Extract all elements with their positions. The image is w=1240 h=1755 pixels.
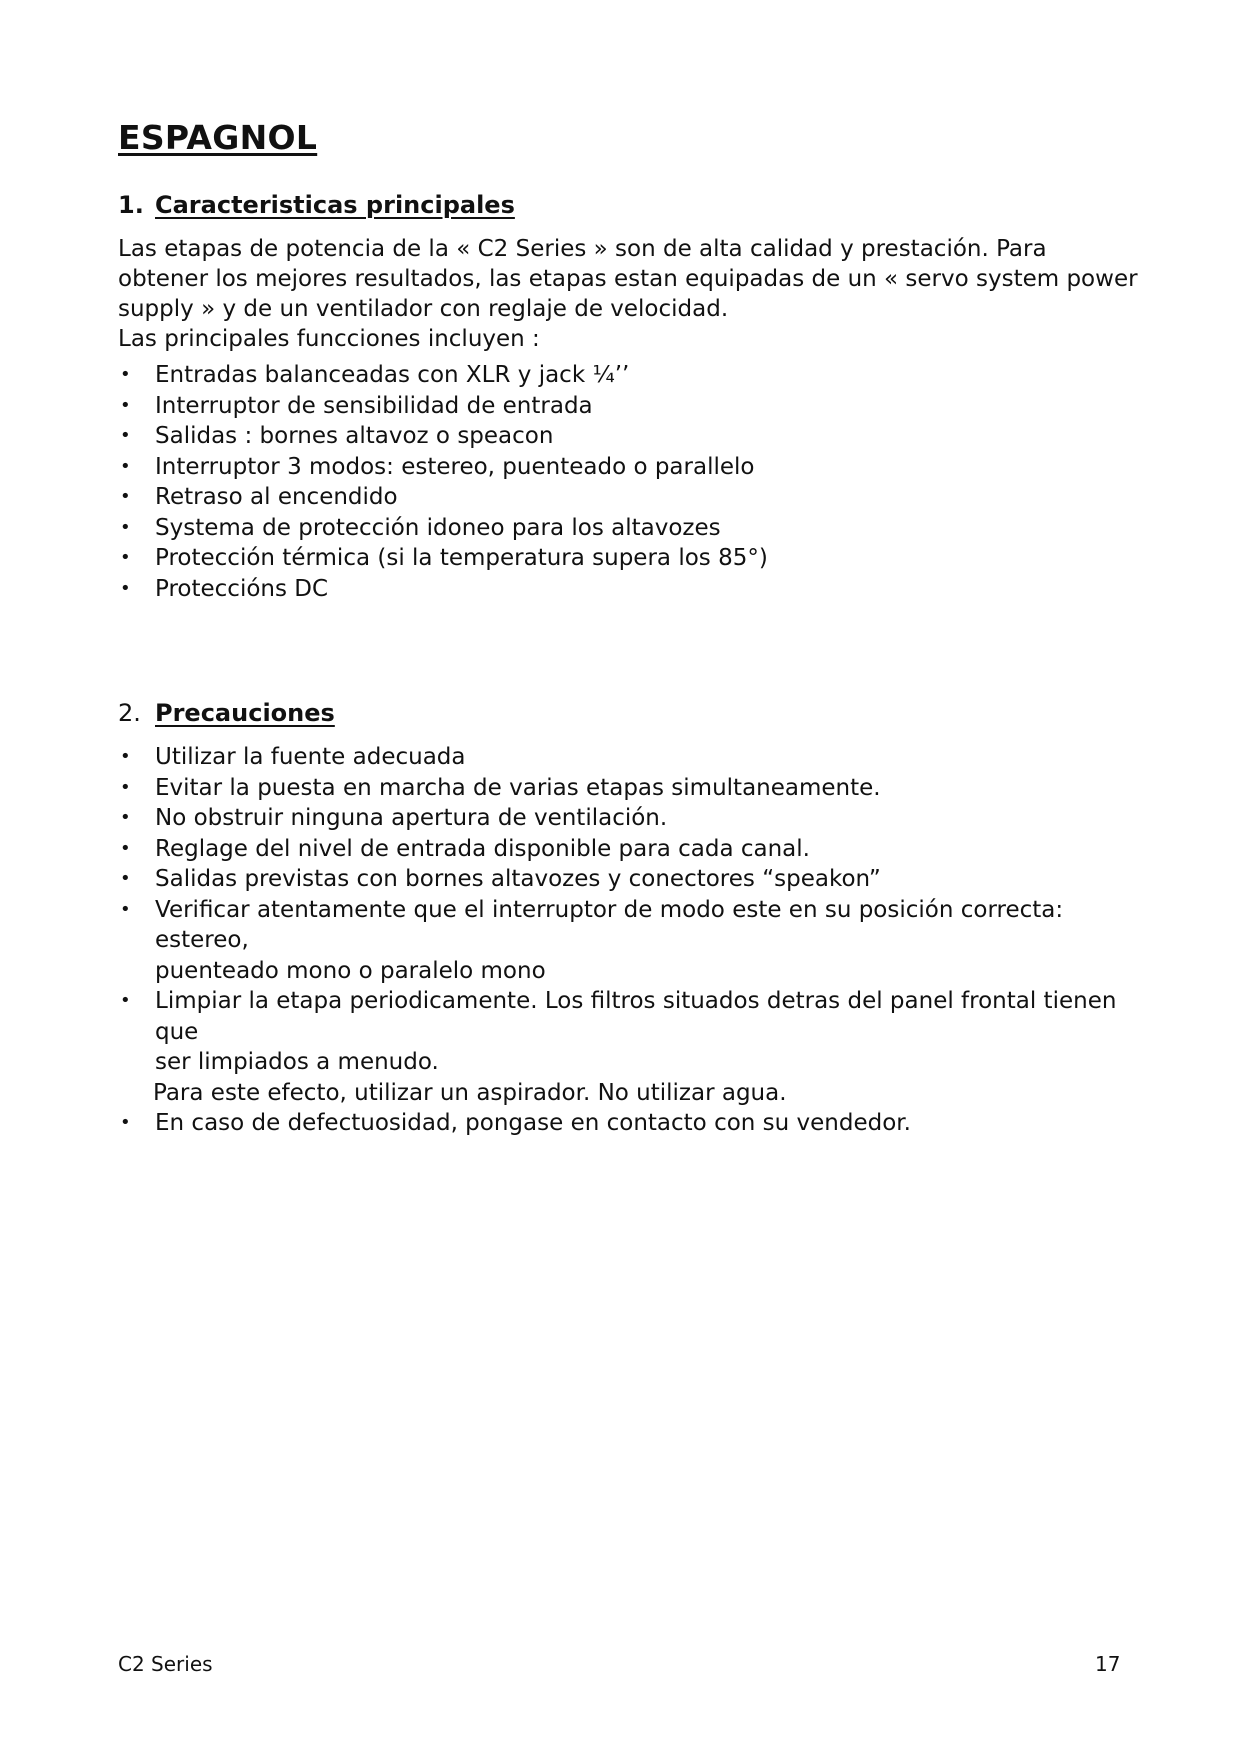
precautions-list-end (118, 1108, 1138, 1139)
list-item-text: Evitar la puesta en marcha de varias etapas simultaneamente. (155, 774, 881, 801)
list-item (118, 1108, 1138, 1139)
bullet-icon: • (120, 486, 131, 507)
list-item-text: Protección térmica (si la temperatura supera los 85°) (155, 545, 768, 571)
bullet-icon: • (120, 837, 131, 859)
list-item-text: No obstruir ninguna apertura de ventilación. (155, 805, 668, 831)
list-item-text: Systema de protección idoneo para los altavozes (155, 514, 721, 541)
list-item-text: Interruptor de sensibilidad de entrada (155, 392, 593, 419)
list-item (118, 452, 1138, 483)
bullet-icon: • (120, 394, 131, 416)
bullet-icon: • (120, 990, 131, 1011)
list-item-text: Salidas : bornes altavoz o speacon (155, 423, 554, 449)
section-number: 1. (118, 191, 144, 219)
bullet-icon: • (120, 776, 131, 798)
list-item (118, 742, 1138, 773)
bullet-icon: • (120, 868, 131, 889)
list-item-text: Verificar atentamente que el interruptor de modo este en su posición correcta: estereo, puenteado mono o paralelo mono (155, 896, 1064, 984)
list-item (118, 482, 1138, 513)
list-item (118, 895, 1138, 987)
precautions-list (118, 742, 1138, 1078)
list-item-text: En caso de defectuosidad, pongase en contacto con su vendedor. (155, 1110, 911, 1136)
list-item-text: Proteccións DC (155, 575, 329, 602)
bullet-icon: • (120, 425, 131, 446)
bullet-icon: • (120, 807, 131, 828)
bullet-icon: • (120, 898, 131, 920)
bullet-icon: • (120, 455, 131, 477)
section-heading (118, 696, 1138, 730)
bullet-icon: • (120, 746, 131, 767)
section-heading-text: Caracteristicas principales (155, 191, 515, 219)
list-item (118, 803, 1138, 834)
section-heading (118, 188, 1138, 222)
intro-paragraph-line: Las principales funcciones incluyen : (118, 326, 540, 352)
section-precautions (118, 696, 1138, 1139)
bullet-icon: • (120, 364, 131, 385)
list-item-text: Entradas balanceadas con XLR y jack ¼’’ (155, 362, 630, 388)
intro-paragraph: Las etapas de potencia de la « C2 Series » son de alta calidad y prestación. Para obtener los mejores resultados, las etapas estan equipadas de un « servo system power supply » y de un ventilador con reglaje de velocidad. (118, 236, 1138, 322)
list-item (118, 574, 1138, 605)
list-item-text: Interruptor 3 modos: estereo, puenteado o parallelo (155, 453, 755, 480)
list-item-text: Reglage del nivel de entrada disponible para cada canal. (155, 835, 810, 862)
list-item-text: Salidas previstas con bornes altavozes y conectores “speakon” (155, 866, 881, 892)
list-item-text: Retraso al encendido (155, 484, 398, 510)
page-title: ESPAGNOL (118, 118, 318, 157)
footer-product-name: C2 Series (118, 1652, 213, 1676)
section-number: 2. (118, 699, 141, 727)
list-item-text: Utilizar la fuente adecuada (155, 744, 466, 770)
list-item-continuation: Para este efecto, utilizar un aspirador. No utilizar agua. (153, 1079, 787, 1106)
section-heading-text: Precauciones (155, 699, 335, 727)
list-item-text: Limpiar la etapa periodicamente. Los filtros situados detras del panel frontal tienen que ser limpiados a menudo. (155, 988, 1117, 1075)
list-item (118, 360, 1138, 391)
list-item (118, 834, 1138, 865)
list-item (118, 773, 1138, 804)
list-item (118, 391, 1138, 422)
list-item (118, 543, 1138, 574)
footer-page-number: 17 (1095, 1652, 1121, 1676)
bullet-icon: • (120, 547, 131, 568)
list-item (118, 421, 1138, 452)
list-item (118, 864, 1138, 895)
bullet-icon: • (120, 577, 131, 599)
section-main-features (118, 188, 1138, 604)
bullet-icon: • (120, 1112, 131, 1133)
features-list (118, 360, 1138, 604)
list-item (118, 513, 1138, 544)
list-item (118, 986, 1138, 1078)
bullet-icon: • (120, 516, 131, 538)
